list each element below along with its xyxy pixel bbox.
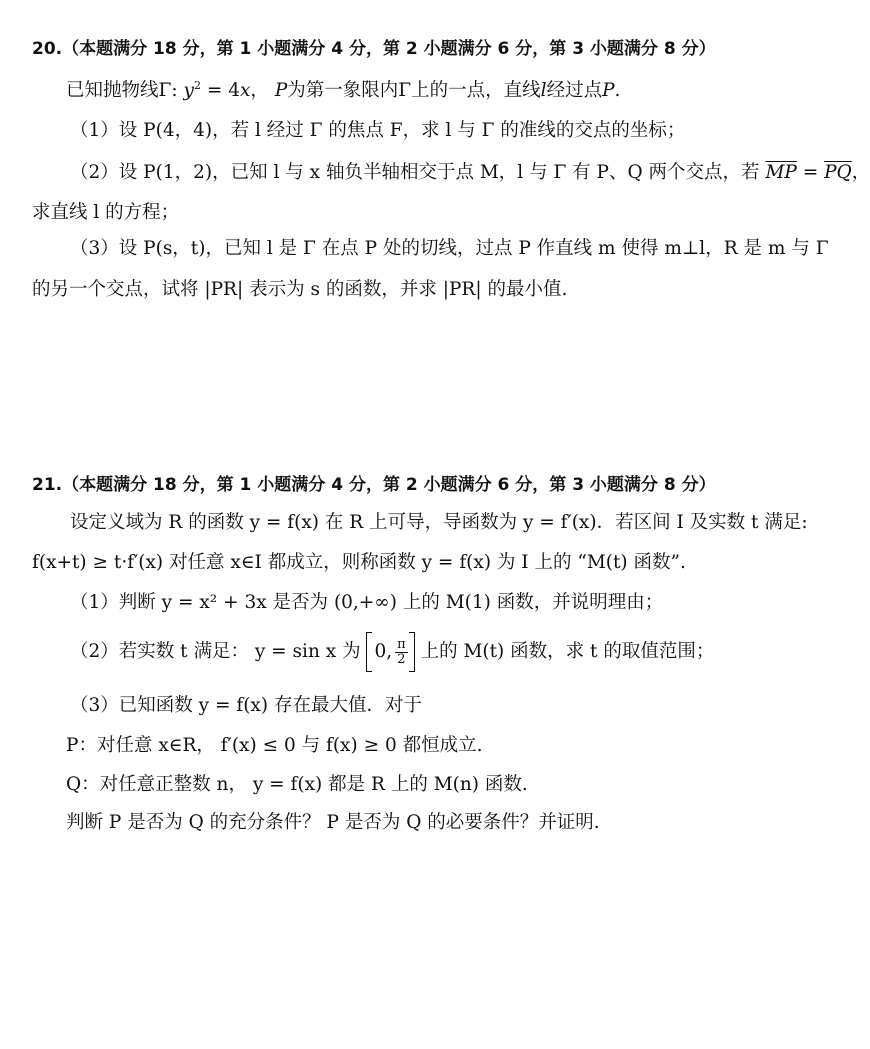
q21-condition-p: P：对任意 x∈R， f′(x) ≤ 0 与 f(x) ≥ 0 都恒成立. (66, 735, 483, 756)
interval-0-pi-half: 0, $\frac{\pi}{2}$ (366, 628, 414, 676)
q21-header: 21.（本题满分 18 分，第 1 小题满分 4 分，第 2 小题满分 6 分，第 3 小题满分 8 分） (32, 475, 716, 495)
q21-judge: 判断 P 是否为 Q 的充分条件？ P 是否为 Q 的必要条件？并证明. (66, 812, 600, 833)
q20-part3: （3）设 P(s，t)，已知 l 是 Γ 在点 P 处的切线，过点 P 作直线 m 使得 m⊥l，R 是 m 与 Γ (70, 238, 829, 259)
q21-condition-q: Q：对任意正整数 n， y = f(x) 都是 R 上的 M(n) 函数. (66, 774, 528, 795)
q21-definition-2: f(x+t) ≥ t·f′(x) 对任意 x∈I 都成立，则称函数 y = f(x) 为 I 上的 “M(t) 函数”. (32, 552, 686, 573)
q21-part1: （1）判断 y = x² + 3x 是否为 (0,+∞) 上的 M(1) 函数，并说明理由； (70, 592, 664, 613)
q21-part2: （2）若实数 t 满足： y = sin x 为 0, $\frac{\pi}{2}$ 上的 M(t) 函数，求 t 的取值范围； (70, 628, 714, 676)
vector-mp: $\overline{MP}$ (765, 162, 797, 183)
q20-intro: 已知抛物线Γ: $y^2 = 4x$， P为第一象限内Γ上的一点，直线l经过点P. (66, 78, 621, 101)
q20-part2: （2）设 P(1，2)，已知 l 与 x 轴负半轴相交于点 M，l 与 Γ 有 P、Q 两个交点，若 $\overline{MP} = \overline{PQ}$， (70, 162, 870, 183)
q20-part1: （1）设 P(4，4)，若 l 经过 Γ 的焦点 F，求 l 与 Γ 的准线的交点的坐标； (70, 120, 686, 141)
vector-pq: $\overline{PQ}$ (824, 162, 852, 183)
q21-definition-1: 设定义域为 R 的函数 y = f(x) 在 R 上可导，导函数为 y = f′(x)．若区间 I 及实数 t 满足: (70, 512, 808, 533)
q20-part2-cont: 求直线 l 的方程； (32, 202, 180, 223)
q20-header: 20.（本题满分 18 分，第 1 小题满分 4 分，第 2 小题满分 6 分，第 3 小题满分 8 分） (32, 39, 716, 59)
q20-part3-cont: 的另一个交点，试将 |PR| 表示为 s 的函数，并求 |PR| 的最小值. (32, 279, 568, 300)
q21-part3: （3）已知函数 y = f(x) 存在最大值．对于 (70, 695, 422, 716)
